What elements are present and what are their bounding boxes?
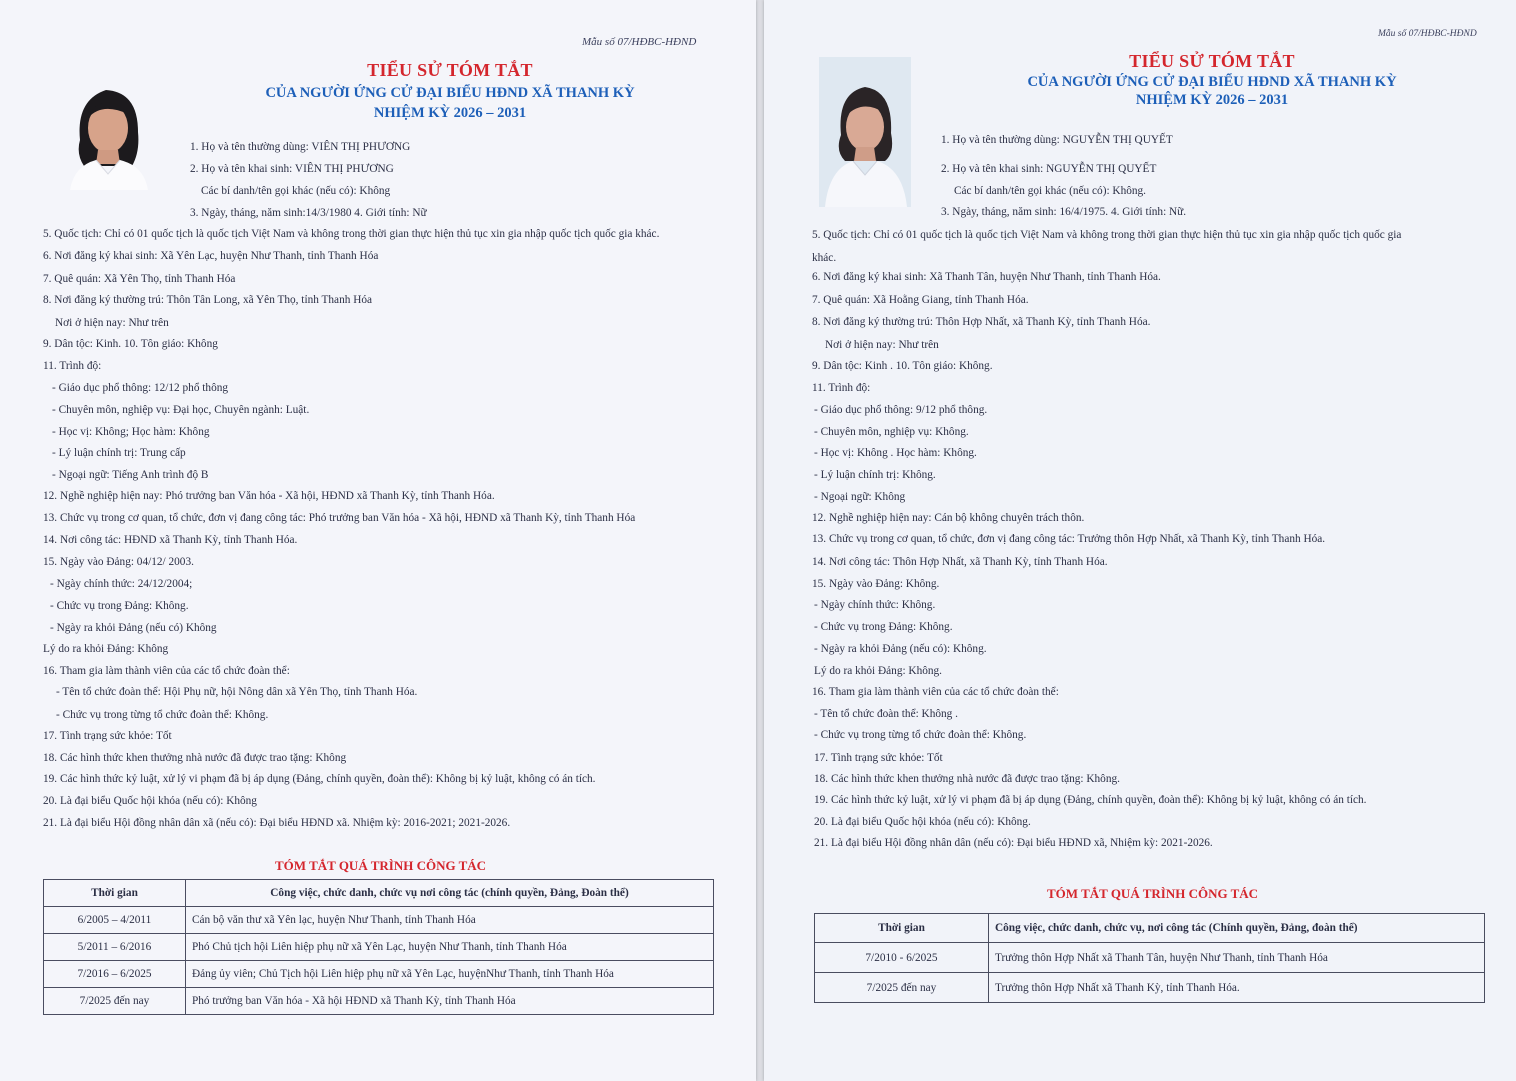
info-line: Nơi ở hiện nay: Như trên — [55, 317, 169, 329]
info-line: - Ngoại ngữ: Không — [814, 491, 906, 503]
info-line: - Chuyên môn, nghiệp vụ: Không. — [814, 426, 969, 438]
info-line: 7. Quê quán: Xã Hoằng Giang, tỉnh Thanh Hóa. — [812, 294, 1029, 306]
info-line: 17. Tình trạng sức khỏe: Tốt — [814, 752, 943, 764]
info-line: - Chức vụ trong từng tổ chức đoàn thể: Không. — [56, 709, 269, 721]
table-row — [44, 907, 714, 934]
info-line: 9. Dân tộc: Kinh. 10. Tôn giáo: Không — [43, 338, 218, 350]
table-row — [815, 943, 1485, 973]
info-line: - Ngày chính thức: Không. — [814, 599, 936, 611]
info-line: 2. Họ và tên khai sinh: NGUYỄN THỊ QUYẾT — [941, 163, 1157, 175]
table-header-row — [815, 914, 1485, 943]
info-line: - Ngoại ngữ: Tiếng Anh trình độ B — [52, 469, 209, 481]
info-line: 13. Chức vụ trong cơ quan, tổ chức, đơn vị đang công tác: Trưởng thôn Hợp Nhất, xã Thanh Kỳ, tỉnh Thanh Hóa. — [812, 533, 1326, 545]
info-line: Các bí danh/tên gọi khác (nếu có): Không. — [954, 185, 1146, 197]
info-line: 1. Họ và tên thường dùng: NGUYỄN THỊ QUYẾT — [941, 134, 1173, 146]
row-position: Cán bộ văn thư xã Yên lạc, huyện Như Thanh, tỉnh Thanh Hóa — [186, 907, 714, 934]
candidate-photo — [819, 57, 911, 207]
table-row — [815, 973, 1485, 1003]
info-line: - Ngày ra khỏi Đảng (nếu có): Không. — [814, 643, 987, 655]
document-page-left — [0, 0, 756, 1081]
document-term: NHIỆM KỲ 2026 – 2031 — [373, 105, 527, 121]
info-line: 1. Họ và tên thường dùng: VIÊN THỊ PHƯƠNG — [190, 141, 411, 153]
info-line: 5. Quốc tịch: Chỉ có 01 quốc tịch là quốc tịch Việt Nam và không trong thời gian thực hiện thủ tục xin gia nhập quốc tịch quốc gia — [812, 229, 1402, 241]
info-line: - Tên tổ chức đoàn thể: Hội Phụ nữ, hội Nông dân xã Yên Thọ, tỉnh Thanh Hóa. — [56, 686, 418, 698]
info-line: - Ngày ra khỏi Đảng (nếu có) Không — [50, 622, 217, 634]
document-title: TIỂU SỬ TÓM TẮT — [1129, 51, 1295, 71]
row-position: Phó trưởng ban Văn hóa - Xã hội HĐND xã Thanh Kỳ, tỉnh Thanh Hóa — [186, 988, 714, 1015]
info-line: 21. Là đại biểu Hội đồng nhân dân xã (nếu có): Đại biểu HĐND xã. Nhiệm kỳ: 2016-2021; 2021-2026. — [43, 817, 511, 829]
document-title: TIỂU SỬ TÓM TẮT — [367, 60, 533, 80]
header-position: Công việc, chức danh, chức vụ nơi công tác (chính quyền, Đảng, Đoàn thể) — [186, 880, 714, 907]
row-position: Trưởng thôn Hợp Nhất xã Thanh Kỳ, tỉnh Thanh Hóa. — [989, 973, 1485, 1003]
row-period: 6/2005 – 4/2011 — [44, 907, 186, 934]
info-line: - Ngày chính thức: 24/12/2004; — [50, 578, 193, 590]
info-line: 18. Các hình thức khen thưởng nhà nước đã được trao tặng: Không. — [814, 773, 1120, 785]
info-line: Lý do ra khỏi Đảng: Không. — [814, 665, 943, 677]
info-line: 7. Quê quán: Xã Yên Thọ, tỉnh Thanh Hóa — [43, 273, 236, 285]
info-line: - Chức vụ trong Đảng: Không. — [50, 600, 189, 612]
info-line: 8. Nơi đăng ký thường trú: Thôn Hợp Nhất, xã Thanh Kỳ, tỉnh Thanh Hóa. — [812, 316, 1151, 328]
info-line: - Chức vụ trong Đảng: Không. — [814, 621, 953, 633]
info-line: Lý do ra khỏi Đảng: Không — [43, 643, 169, 655]
info-line: - Học vị: Không . Học hàm: Không. — [814, 447, 977, 459]
info-line: 5. Quốc tịch: Chỉ có 01 quốc tịch là quốc tịch Việt Nam và không trong thời gian thực hiện thủ tục xin gia nhập quốc tịch quốc gia khác. — [43, 228, 660, 240]
info-line: 12. Nghề nghiệp hiện nay: Cán bộ không chuyên trách thôn. — [812, 512, 1085, 524]
table-row — [44, 961, 714, 988]
info-line: 20. Là đại biểu Quốc hội khóa (nếu có): Không — [43, 795, 257, 807]
info-line: 14. Nơi công tác: Thôn Hợp Nhất, xã Thanh Kỳ, tỉnh Thanh Hóa. — [812, 556, 1108, 568]
info-line: 18. Các hình thức khen thưởng nhà nước đã được trao tặng: Không — [43, 752, 347, 764]
info-line: 14. Nơi công tác: HĐND xã Thanh Kỳ, tỉnh Thanh Hóa. — [43, 534, 298, 546]
form-code: Mẫu số 07/HĐBC-HĐND — [1378, 29, 1477, 39]
info-line: 11. Trình độ: — [43, 360, 102, 372]
info-line: 21. Là đại biểu Hội đồng nhân dân (nếu có): Đại biểu HĐND xã, Nhiệm kỳ: 2021-2026. — [814, 837, 1213, 849]
info-line: - Chức vụ trong từng tổ chức đoàn thể: Không. — [814, 729, 1027, 741]
form-code: Mẫu số 07/HĐBC-HĐND — [582, 36, 697, 48]
candidate-photo — [62, 70, 154, 190]
table-row — [44, 934, 714, 961]
info-line: - Lý luận chính trị: Trung cấp — [52, 447, 186, 459]
info-line: 19. Các hình thức kỷ luật, xử lý vi phạm đã bị áp dụng (Đảng, chính quyền, đoàn thể): Không bị kỷ luật, không có án tích. — [43, 773, 596, 785]
info-line: 15. Ngày vào Đảng: 04/12/ 2003. — [43, 556, 194, 568]
header-period: Thời gian — [44, 880, 186, 907]
document-term: NHIỆM KỲ 2026 – 2031 — [1135, 92, 1289, 108]
row-period: 7/2025 đến nay — [44, 988, 186, 1015]
info-line: - Học vị: Không; Học hàm: Không — [52, 426, 210, 438]
row-position: Trưởng thôn Hợp Nhất xã Thanh Tân, huyện Như Thanh, tỉnh Thanh Hóa — [989, 943, 1485, 973]
row-period: 7/2016 – 6/2025 — [44, 961, 186, 988]
info-line: 9. Dân tộc: Kinh . 10. Tôn giáo: Không. — [812, 360, 993, 372]
info-line: 11. Trình độ: — [812, 382, 871, 394]
info-line: 6. Nơi đăng ký khai sinh: Xã Thanh Tân, huyện Như Thanh, tỉnh Thanh Hóa. — [812, 271, 1161, 283]
document-page-right — [764, 0, 1516, 1081]
info-line: 19. Các hình thức kỷ luật, xử lý vi phạm đã bị áp dụng (Đảng, chính quyền, đoàn thể): Không bị kỷ luật, không có án tích. — [814, 794, 1367, 806]
info-line: 16. Tham gia làm thành viên của các tổ chức đoàn thể: — [812, 686, 1059, 698]
document-subtitle: CỦA NGƯỜI ỨNG CỬ ĐẠI BIỂU HĐND XÃ THANH KỲ — [265, 85, 635, 101]
info-line: 16. Tham gia làm thành viên của các tổ chức đoàn thể: — [43, 665, 290, 677]
table-header-row — [44, 880, 714, 907]
info-line: - Chuyên môn, nghiệp vụ: Đại học, Chuyên ngành: Luật. — [52, 404, 310, 416]
work-history-title: TÓM TẮT QUÁ TRÌNH CÔNG TÁC — [1047, 886, 1259, 901]
header-position: Công việc, chức danh, chức vụ, nơi công tác (Chính quyền, Đảng, đoàn thể) — [989, 914, 1485, 943]
info-line: 3. Ngày, tháng, năm sinh: 16/4/1975. 4. Giới tính: Nữ. — [941, 206, 1187, 218]
info-line: Các bí danh/tên gọi khác (nếu có): Không — [201, 185, 391, 197]
info-line: 6. Nơi đăng ký khai sinh: Xã Yên Lạc, huyện Như Thanh, tỉnh Thanh Hóa — [43, 250, 379, 262]
info-line: - Giáo dục phổ thông: 9/12 phổ thông. — [814, 404, 988, 416]
row-period: 7/2025 đến nay — [815, 973, 989, 1003]
work-history-table — [814, 913, 1485, 1003]
title-block — [190, 60, 710, 122]
info-line: - Tên tổ chức đoàn thể: Không . — [814, 708, 958, 720]
info-line: - Giáo dục phổ thông: 12/12 phổ thông — [52, 382, 229, 394]
info-line: 17. Tình trạng sức khỏe: Tốt — [43, 730, 172, 742]
table-row — [44, 988, 714, 1015]
info-line: 2. Họ và tên khai sinh: VIÊN THỊ PHƯƠNG — [190, 163, 394, 175]
title-block — [1012, 51, 1412, 109]
info-line: 20. Là đại biểu Quốc hội khóa (nếu có): Không. — [814, 816, 1031, 828]
work-history-title: TÓM TẮT QUÁ TRÌNH CÔNG TÁC — [275, 858, 487, 873]
info-line: Nơi ở hiện nay: Như trên — [825, 339, 939, 351]
header-period: Thời gian — [815, 914, 989, 943]
row-position: Đảng ủy viên; Chủ Tịch hội Liên hiệp phụ nữ xã Yên Lạc, huyệnNhư Thanh, tỉnh Thanh Hóa — [186, 961, 714, 988]
info-line: 15. Ngày vào Đảng: Không. — [812, 578, 940, 590]
row-position: Phó Chủ tịch hội Liên hiệp phụ nữ xã Yên Lạc, huyện Như Thanh, tỉnh Thanh Hóa — [186, 934, 714, 961]
work-history-table — [43, 879, 714, 1015]
row-period: 7/2010 - 6/2025 — [815, 943, 989, 973]
info-line: 8. Nơi đăng ký thường trú: Thôn Tân Long, xã Yên Thọ, tỉnh Thanh Hóa — [43, 294, 373, 306]
document-subtitle: CỦA NGƯỜI ỨNG CỬ ĐẠI BIỂU HĐND XÃ THANH KỲ — [1027, 74, 1397, 90]
info-line: 13. Chức vụ trong cơ quan, tổ chức, đơn vị đang công tác: Phó trưởng ban Văn hóa - Xã hội, HĐND xã Thanh Kỳ, tỉnh Thanh Hóa — [43, 512, 636, 524]
info-line: - Lý luận chính trị: Không. — [814, 469, 936, 481]
info-line: khác. — [812, 252, 837, 264]
row-period: 5/2011 – 6/2016 — [44, 934, 186, 961]
info-line: 12. Nghề nghiệp hiện nay: Phó trưởng ban Văn hóa - Xã hội, HĐND xã Thanh Kỳ, tỉnh Thanh Hóa. — [43, 490, 495, 502]
info-line: 3. Ngày, tháng, năm sinh:14/3/1980 4. Giới tính: Nữ — [190, 207, 427, 219]
